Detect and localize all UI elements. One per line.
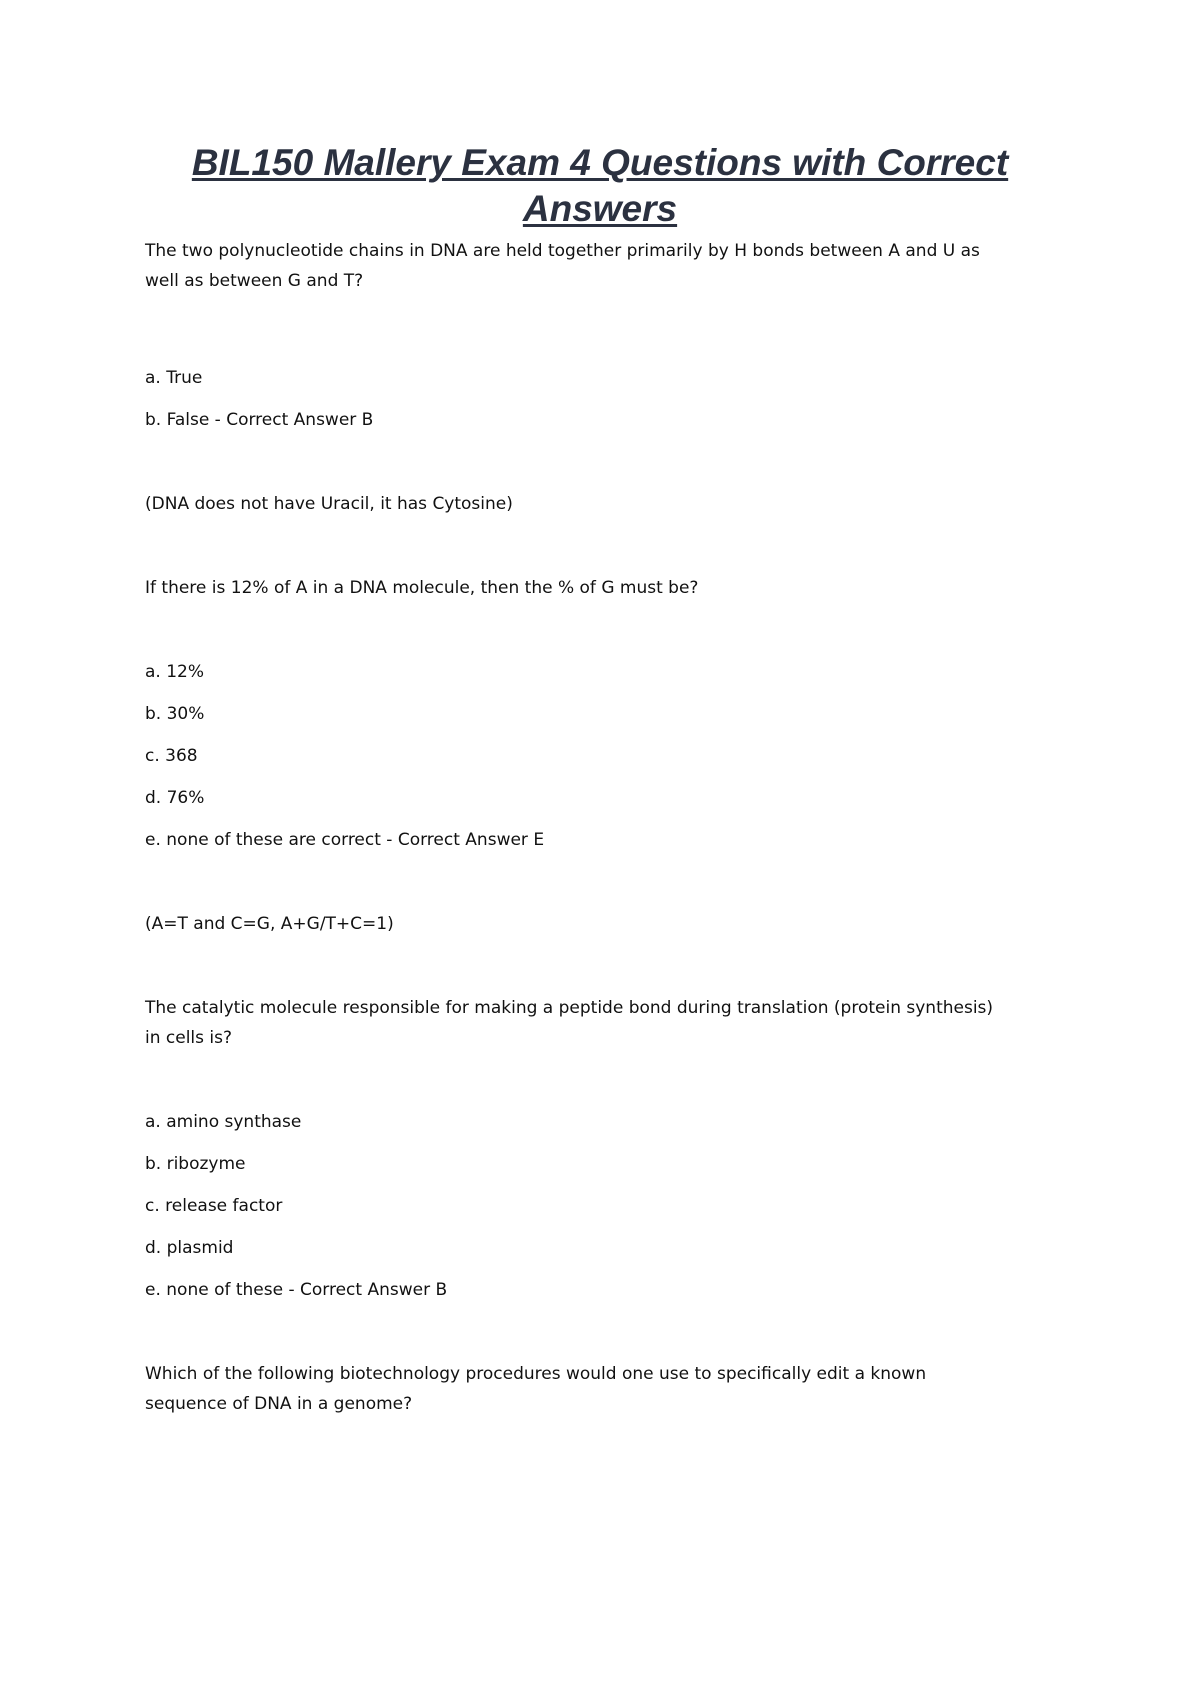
question-1-prompt-line-2: well as between G and T? xyxy=(145,271,364,291)
question-3-option-e: e. none of these - Correct Answer B xyxy=(145,1280,448,1300)
question-2-option-c: c. 368 xyxy=(145,746,198,766)
question-2-option-a: a. 12% xyxy=(145,662,205,682)
question-3-option-a: a. amino synthase xyxy=(145,1112,302,1132)
question-2-option-e: e. none of these are correct - Correct Answer E xyxy=(145,830,545,850)
question-3-option-c: c. release factor xyxy=(145,1196,283,1216)
question-3-prompt-line-2: in cells is? xyxy=(145,1028,233,1048)
question-2-prompt-line-1: If there is 12% of A in a DNA molecule, then the % of G must be? xyxy=(145,578,699,598)
question-4-prompt-line-2: sequence of DNA in a genome? xyxy=(145,1394,413,1414)
question-1-prompt-line-1: The two polynucleotide chains in DNA are held together primarily by H bonds between A and U as xyxy=(145,241,980,261)
question-2-option-b: b. 30% xyxy=(145,704,205,724)
question-3-option-d: d. plasmid xyxy=(145,1238,234,1258)
question-1-option-a: a. True xyxy=(145,368,203,388)
question-3-option-b: b. ribozyme xyxy=(145,1154,246,1174)
document-title: BIL150 Mallery Exam 4 Questions with Correct Answers xyxy=(191,142,1009,229)
question-1-option-b: b. False - Correct Answer B xyxy=(145,410,374,430)
question-3-prompt-line-1: The catalytic molecule responsible for making a peptide bond during translation (protein synthesis) xyxy=(145,998,994,1018)
question-4-prompt-line-1: Which of the following biotechnology procedures would one use to specifically edit a known xyxy=(145,1364,927,1384)
question-2-explanation: (A=T and C=G, A+G/T+C=1) xyxy=(145,914,394,934)
question-2-option-d: d. 76% xyxy=(145,788,205,808)
question-1-explanation: (DNA does not have Uracil, it has Cytosine) xyxy=(145,494,513,514)
document-body xyxy=(145,236,1055,1419)
